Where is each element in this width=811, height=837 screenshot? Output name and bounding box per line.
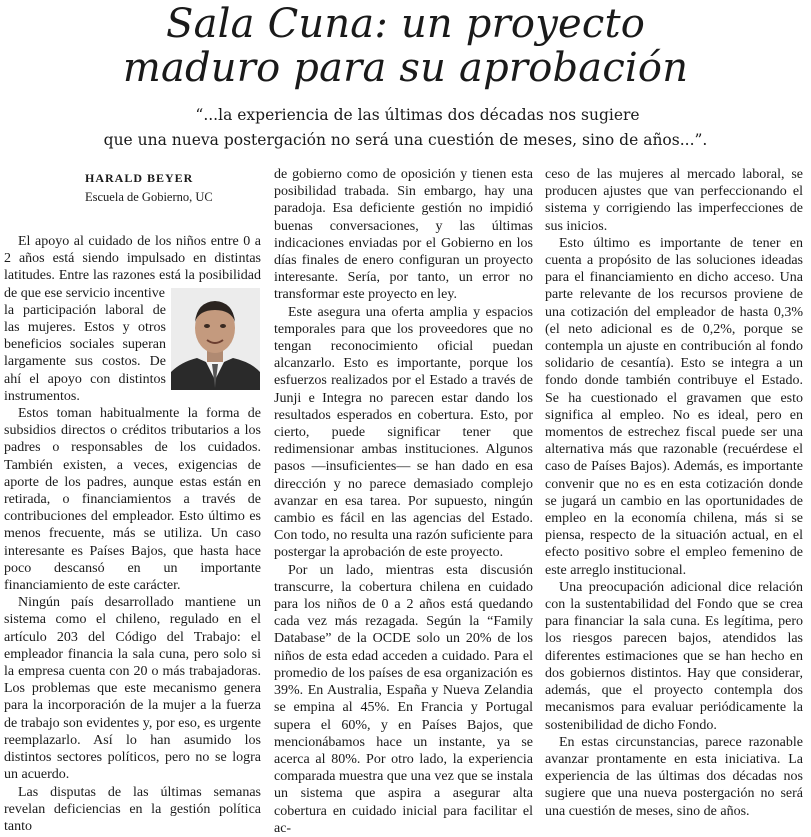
subtitle-line-1: “...la experiencia de las últimas dos décadas nos sugiere (195, 106, 640, 124)
col1-paragraph-1a: El apoyo al cuidado de los niños entre 0 a 2 años está siendo impulsado en distintas latitudes. Entre las razones está la posibilidad de que ese servicio incentive (4, 234, 261, 301)
title-line-2: maduro para su aprobación (122, 45, 689, 91)
col1-paragraph-2a: Estos toman habitualmente la forma de subsidios directos o créditos tributarios a los padres o responsables de los cuidados. También existen, a veces, exigencias de aporte de los padres, aunque estas están en retirada, o financiamientos a través de contribuciones del empleador. Esto último es menos frecuente, más se utiliza. Un caso interesante es Países Bajos, que hasta hace poco descansó en un importante financiamiento de este carácter. (4, 406, 261, 594)
col1-paragraph-1b: la participación laboral de las mujeres. Estos y otros beneficios sociales superan largamente sus costos. De ahí el apoyo con distintos instrumentos. (4, 302, 166, 404)
col2-paragraph-3: Por un lado, mientras esta discusión transcurre, la cobertura chilena en cuidado para los niños de 0 a 2 años está quedando cada vez más rezagada. Según la “Family Database” de la OCDE solo un 20% de los niños de esta edad acceden a cuidado. Para el promedio de los países de esa organización es 39%. En Australia, España y Nueva Zelandia se empina al 45%. En Francia y Portugal supera el 60%, y en Países Bajos, que mencionábamos hace un instante, ya se acerca al 80%. Por otro lado, la experiencia comparada muestra que una vez que se instala un sistema que aspira a asegurar alta cobertura en cuidado inicial para facilitar el ac- (274, 562, 533, 836)
column-1 (4, 233, 261, 835)
article-subtitle (0, 103, 811, 153)
col2-paragraph-2: Este asegura una oferta amplia y espacios temporales para que los proveedores que no tengan reconocimiento oficial puedan alcanzarlo. Esto es importante, porque los esfuerzos realizados por el Estado a través de Junji e Integra no parecen estar dando los resultados esperados en cobertura. Esto, por cierto, puede significar tener que redimensionar ambas instituciones. Algunos pasos —insuficientes— se han dado en esa dirección y no parece demasiado complejo avanzar en esa tarea. Por supuesto, ningún cambio es fácil en las agencias del Estado. Con todo, no resulta una razón suficiente para postergar la aprobación de este proyecto. (274, 304, 533, 561)
col3-paragraph-4: En estas circunstancias, parece razonable avanzar prontamente en esta iniciativa. La experiencia de las últimas dos décadas nos sugiere que una nueva postergación no será una cuestión de meses, sino de años. (545, 734, 803, 819)
title-line-1: Sala Cuna: un proyecto (165, 1, 646, 47)
byline (85, 170, 245, 206)
col1-paragraph-4: Las disputas de las últimas semanas revelan deficiencias en la gestión política tanto (4, 784, 261, 834)
col3-paragraph-3: Una preocupación adicional dice relación con la sustentabilidad del Fondo que se crea para financiar la sala cuna. Es legítima, pero los riesgos parecen bajos, atendidos las diferentes estimaciones que se han hecho en dos gobiernos distintos. Hay que considerar, además, que el proyecto contempla dos mecanismos para evaluar periódicamente la sostenibilidad de dicho Fondo. (545, 579, 803, 733)
column-2 (274, 166, 533, 837)
article-title (0, 2, 811, 90)
col2-paragraph-1: de gobierno como de oposición y tienen esta posibilidad trabada. Sin embargo, hay una paradoja. Esa deficiente gestión no impidió buenas conversaciones, y las últimas indicaciones enviadas por el Gobierno en los días finales de enero configuran un proyecto interesante. Sería, por tanto, un error no transformar este proyecto en ley. (274, 167, 533, 303)
author-affiliation: Escuela de Gobierno, UC (85, 190, 213, 204)
subtitle-line-2: que una nueva postergación no será una cuestión de meses, sino de años...”. (103, 131, 708, 149)
col3-paragraph-2: Esto último es importante de tener en cuenta a propósito de las soluciones ideadas para el financiamiento en dicho acceso. Una parte relevante de los recursos proviene de una cotización del empleador de hasta 0,3% (el neto adicional es de 0,2%, porque se contempla un ajuste en contribución al fondo solidario de cesantía). Esto se integra a un fondo donde también contribuye el Estado. Se ha cuestionado el gravamen que esto significa al empleo. No es ideal, pero en momentos de estrechez fiscal puede ser una alternativa más que razonable (recuérdese el caso de Países Bajos). Además, es importante convenir que no es en esta cotización donde se jugará un cambio en las oportunidades de empleo en la economía chilena, más si se piensa, respecto de la situación actual, en el efecto positivo sobre el empleo femenino de este arreglo institucional. (545, 235, 803, 578)
author-name: HARALD BEYER (85, 171, 194, 185)
col1-paragraph-3: Ningún país desarrollado mantiene un sistema como el chileno, regulado en el artículo 203 del Código del Trabajo: el empleador financia la sala cuna, pero solo si la empresa cuenta con 20 o más trabajadoras. Los problemas que este mecanismo genera para la incorporación de la mujer a la fuerza de trabajo son evidentes y, por eso, es urgente reemplazarlo. Así lo han asumido los distintos sectores políticos, pero no se logra un acuerdo. (4, 595, 261, 783)
column-3 (545, 166, 803, 820)
col3-paragraph-1: ceso de las mujeres al mercado laboral, se producen ajustes que van perfeccionando el sistema y corrigiendo las imperfecciones de sus inicios. (545, 167, 803, 234)
